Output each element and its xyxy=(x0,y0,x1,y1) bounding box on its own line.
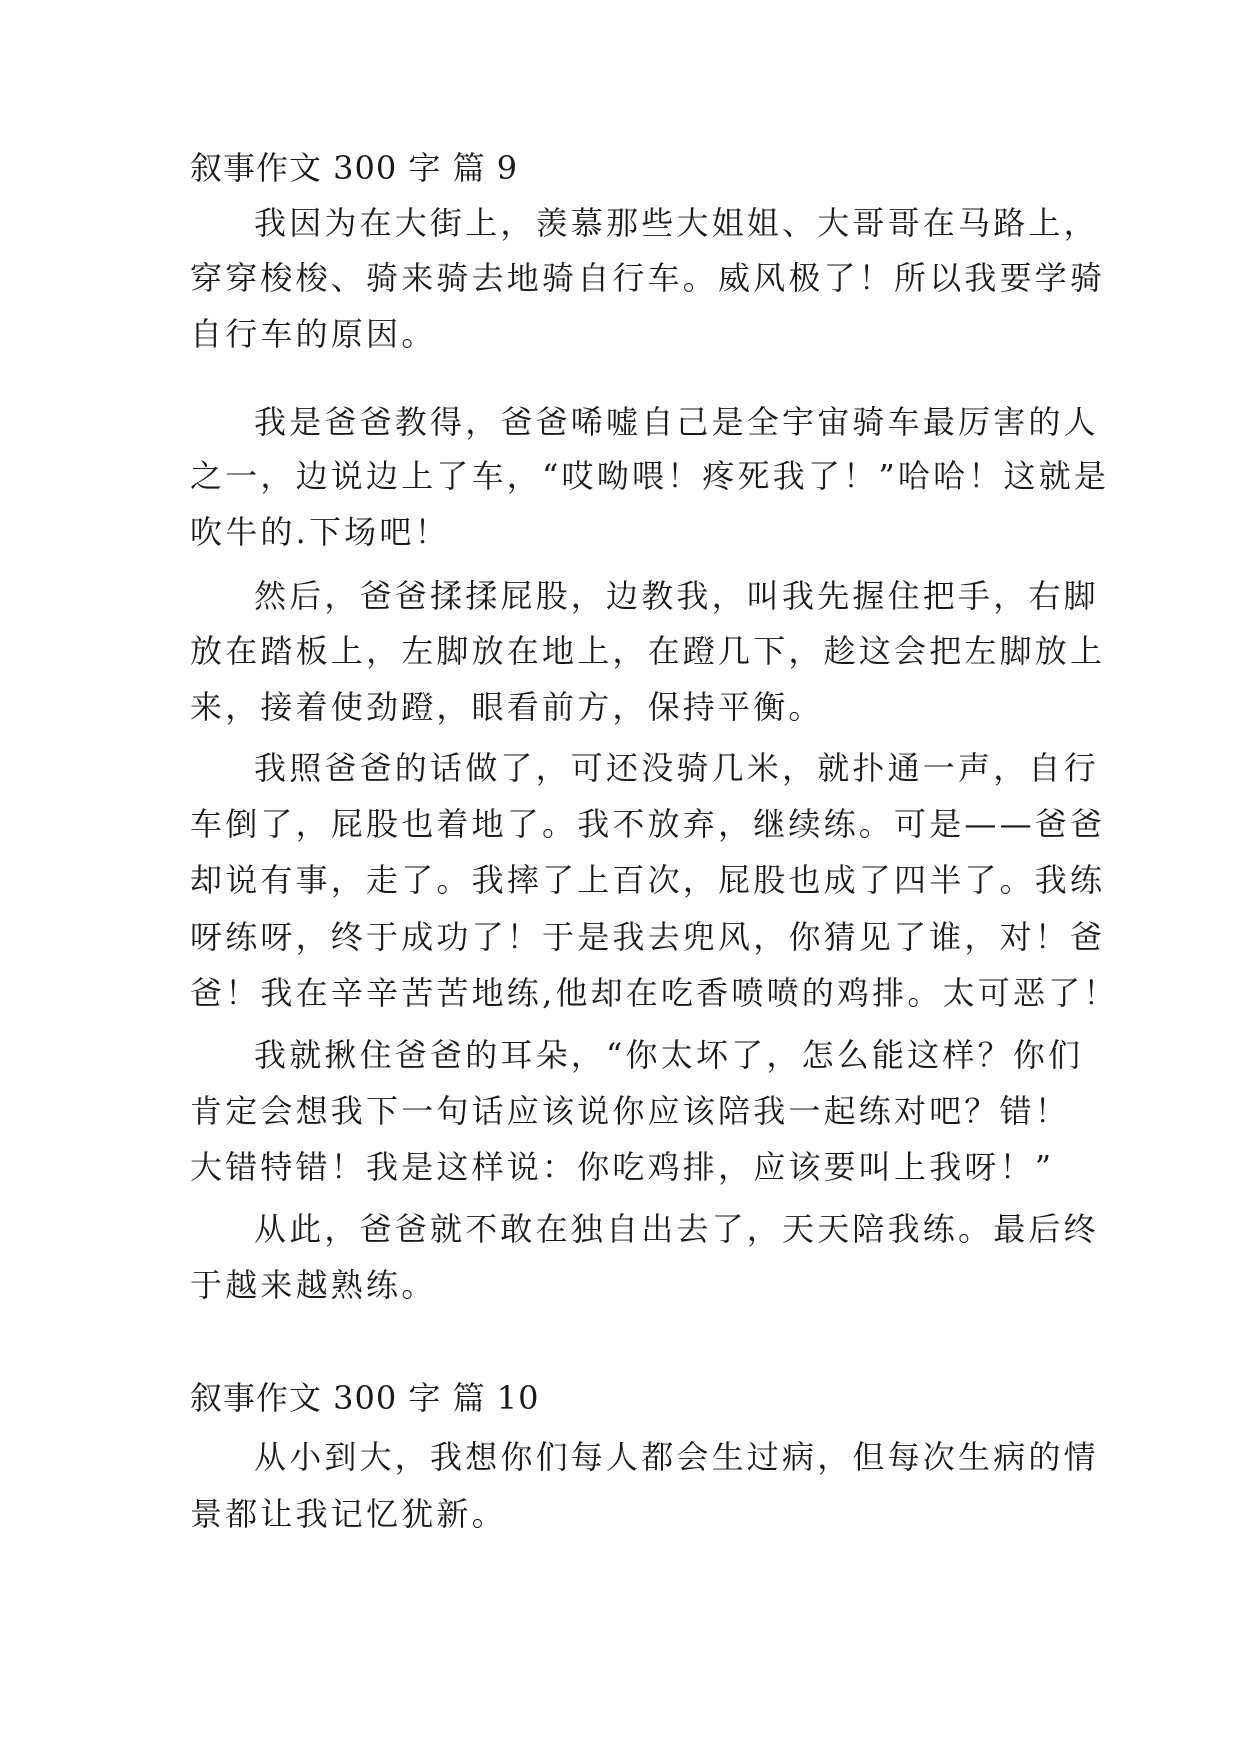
section-heading: 叙事作文 300 字 篇 10 xyxy=(190,1379,540,1417)
text-line: 吹牛的.下场吧！ xyxy=(190,513,450,551)
text-line: 之一，边说边上了车，“哎呦喂！疼死我了！”哈哈！这就是 xyxy=(190,457,1110,495)
text-line: 然后，爸爸揉揉屁股，边教我，叫我先握住把手，右脚 xyxy=(254,577,1099,615)
text-line: 我照爸爸的话做了，可还没骑几米，就扑通一声，自行 xyxy=(254,749,1099,787)
text-line: 我是爸爸教得，爸爸唏嘘自己是全宇宙骑车最厉害的人 xyxy=(254,403,1099,441)
text-line: 爸！我在辛辛苦苦地练,他却在吃香喷喷的鸡排。太可恶了！ xyxy=(190,974,1119,1012)
text-line: 我因为在大街上，羡慕那些大姐姐、大哥哥在马路上， xyxy=(254,204,1099,242)
section-heading: 叙事作文 300 字 篇 9 xyxy=(190,149,519,187)
text-line: 肯定会想我下一句话应该说你应该陪我一起练对吧？错！ xyxy=(190,1092,1071,1130)
text-line: 我就揪住爸爸的耳朵，“你太坏了，怎么能这样？你们 xyxy=(254,1036,1084,1074)
text-line: 穿穿梭梭、骑来骑去地骑自行车。威风极了！所以我要学骑 xyxy=(190,259,1106,297)
text-line: 来，接着使劲蹬，眼看前方，保持平衡。 xyxy=(190,688,824,726)
text-line: 却说有事，走了。我摔了上百次，屁股也成了四半了。我练 xyxy=(190,861,1106,899)
text-line: 放在踏板上，左脚放在地上，在蹬几下，趁这会把左脚放上 xyxy=(190,632,1106,670)
text-line: 从小到大，我想你们每人都会生过病，但每次生病的情 xyxy=(254,1438,1099,1476)
text-line: 大错特错！我是这样说：你吃鸡排，应该要叫上我呀！” xyxy=(190,1148,1055,1186)
text-line: 于越来越熟练。 xyxy=(190,1266,437,1304)
text-line: 景都让我记忆犹新。 xyxy=(190,1495,507,1533)
text-line: 从此，爸爸就不敢在独自出去了，天天陪我练。最后终 xyxy=(254,1210,1099,1248)
text-line: 自行车的原因。 xyxy=(190,315,437,353)
text-line: 呀练呀，终于成功了！于是我去兜风，你猜见了谁，对！爸 xyxy=(190,918,1106,956)
text-line: 车倒了，屁股也着地了。我不放弃，继续练。可是——爸爸 xyxy=(190,805,1106,843)
